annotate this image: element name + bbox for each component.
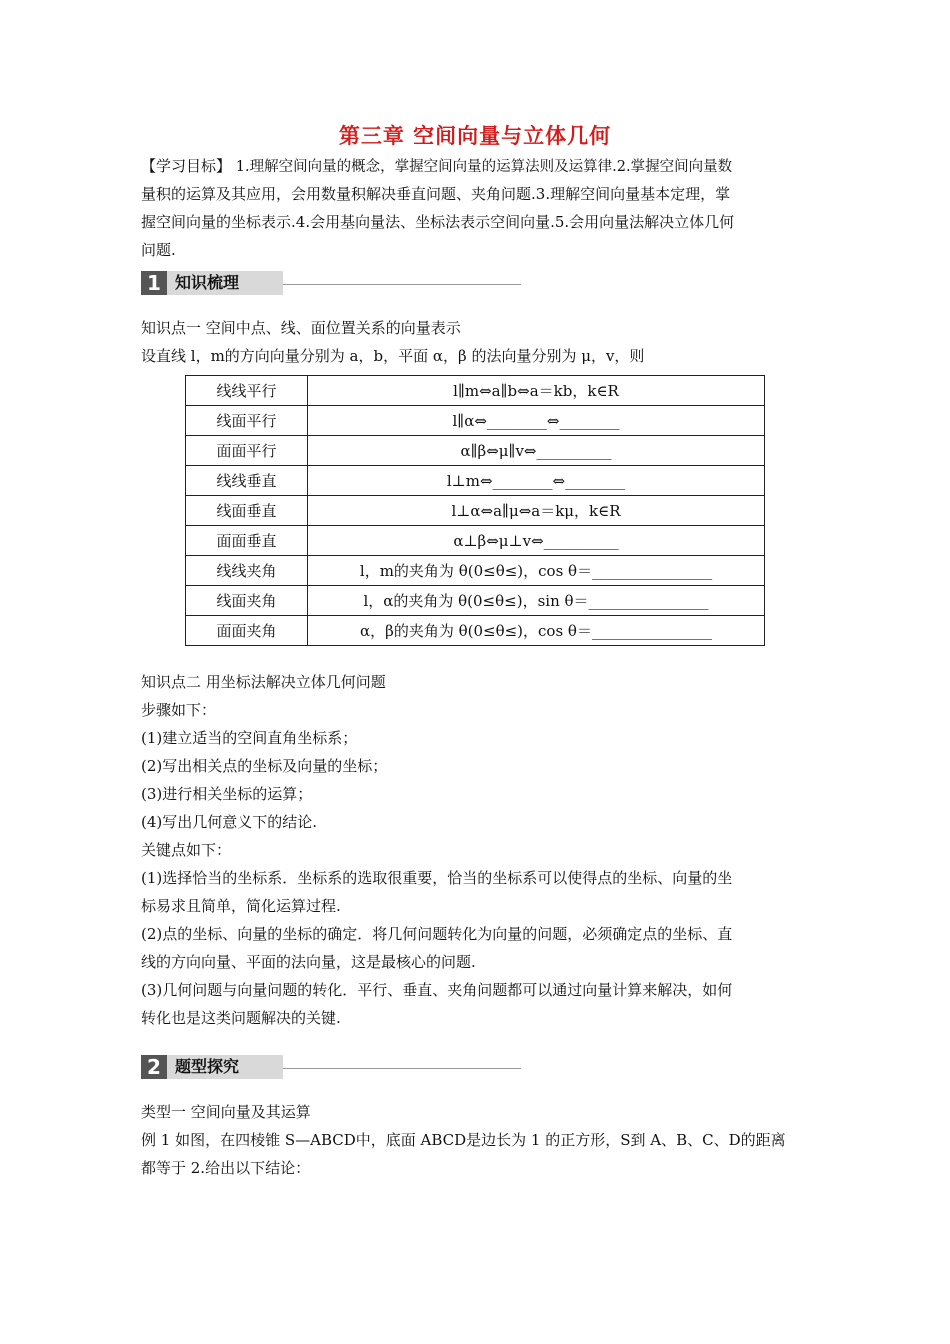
table-row xyxy=(186,466,765,496)
relation-name: 面面平行 xyxy=(186,436,308,466)
step-item: (4)写出几何意义下的结论. xyxy=(141,813,318,831)
knowledge-point-2-heading: 知识点二 用坐标法解决立体几何问题 xyxy=(141,673,386,691)
step-item: (1)建立适当的空间直角坐标系； xyxy=(141,729,358,747)
table-row xyxy=(186,616,765,646)
key-points-label: 关键点如下： xyxy=(141,841,232,859)
section-label: 知识梳理 xyxy=(167,271,283,295)
relation-name: 线面夹角 xyxy=(186,586,308,616)
steps-label: 步骤如下： xyxy=(141,701,217,719)
relation-expression: l∥m⇔a∥b⇔a＝kb，k∈R xyxy=(308,376,765,406)
table-row xyxy=(186,376,765,406)
step-item: (3)进行相关坐标的运算； xyxy=(141,785,313,803)
learning-goals-label: 【学习目标】 xyxy=(141,157,232,175)
learning-goals-line-2: 量积的运算及其应用，会用数量积解决垂直问题、夹角问题.3.理解空间向量基本定理，掌 xyxy=(141,185,731,203)
section-number: 1 xyxy=(141,271,167,295)
table-row xyxy=(186,556,765,586)
example-1-line-1: 例 1 如图，在四棱锥 S—ABCD中，底面 ABCD是边长为 1 的正方形，S到 A、B、C、D的距离 xyxy=(141,1131,786,1149)
relation-expression: l，m的夹角为 θ(0≤θ≤)，cos θ＝________________ xyxy=(308,556,765,586)
table-row xyxy=(186,436,765,466)
section-header-knowledge xyxy=(141,271,521,297)
key-point-2-line-2: 线的方向向量、平面的法向量，这是最核心的问题. xyxy=(141,953,476,971)
step-item: (2)写出相关点的坐标及向量的坐标； xyxy=(141,757,388,775)
relation-expression: l⊥α⇔a∥μ⇔a＝kμ，k∈R xyxy=(308,496,765,526)
section-rule xyxy=(283,1068,521,1069)
relation-expression: α∥β⇔μ∥v⇔__________ xyxy=(308,436,765,466)
knowledge-point-1-heading: 知识点一 空间中点、线、面位置关系的向量表示 xyxy=(141,319,461,337)
relation-expression: l，α的夹角为 θ(0≤θ≤)，sin θ＝________________ xyxy=(308,586,765,616)
learning-goals-line-1 xyxy=(141,152,821,181)
key-point-3-line-1: (3)几何问题与向量问题的转化．平行、垂直、夹角问题都可以通过向量计算来解决，如何 xyxy=(141,981,733,999)
relation-name: 线面垂直 xyxy=(186,496,308,526)
table-row xyxy=(186,496,765,526)
relation-expression: l∥α⇔________⇔________ xyxy=(308,406,765,436)
key-point-1-line-1: (1)选择恰当的坐标系．坐标系的选取很重要，恰当的坐标系可以使得点的坐标、向量的坐 xyxy=(141,869,733,887)
learning-goals-text-1: 1.理解空间向量的概念，掌握空间向量的运算法则及运算律.2.掌握空间向量数 xyxy=(235,159,733,175)
section-header-problem-types xyxy=(141,1055,521,1081)
key-point-2-line-1: (2)点的坐标、向量的坐标的确定．将几何问题转化为向量的问题，必须确定点的坐标、直 xyxy=(141,925,733,943)
table-row xyxy=(186,406,765,436)
relation-expression: α，β的夹角为 θ(0≤θ≤)，cos θ＝________________ xyxy=(308,616,765,646)
key-point-3-line-2: 转化也是这类问题解决的关键. xyxy=(141,1009,341,1027)
relation-name: 线线夹角 xyxy=(186,556,308,586)
learning-goals-line-4: 问题. xyxy=(141,241,176,259)
section-rule xyxy=(283,284,521,285)
table-row xyxy=(186,586,765,616)
knowledge-point-1-intro: 设直线 l，m的方向向量分别为 a，b，平面 α，β 的法向量分别为 μ，v，则 xyxy=(141,347,645,365)
relation-expression: l⊥m⇔________⇔________ xyxy=(308,466,765,496)
relation-name: 线线垂直 xyxy=(186,466,308,496)
relation-name: 线面平行 xyxy=(186,406,308,436)
example-1-line-2: 都等于 2.给出以下结论： xyxy=(141,1159,311,1177)
section-number: 2 xyxy=(141,1055,167,1079)
key-point-1-line-2: 标易求且简单，简化运算过程. xyxy=(141,897,341,915)
chapter-title: 第三章 空间向量与立体几何 xyxy=(338,124,612,148)
relation-name: 线线平行 xyxy=(186,376,308,406)
relation-name: 面面夹角 xyxy=(186,616,308,646)
relation-table xyxy=(185,375,765,646)
relation-name: 面面垂直 xyxy=(186,526,308,556)
section-label: 题型探究 xyxy=(167,1055,283,1079)
type-1-heading: 类型一 空间向量及其运算 xyxy=(141,1103,311,1121)
table-row xyxy=(186,526,765,556)
learning-goals-line-3: 握空间向量的坐标表示.4.会用基向量法、坐标法表示空间向量.5.会用向量法解决立体几何 xyxy=(141,213,735,231)
relation-expression: α⊥β⇔μ⊥v⇔__________ xyxy=(308,526,765,556)
